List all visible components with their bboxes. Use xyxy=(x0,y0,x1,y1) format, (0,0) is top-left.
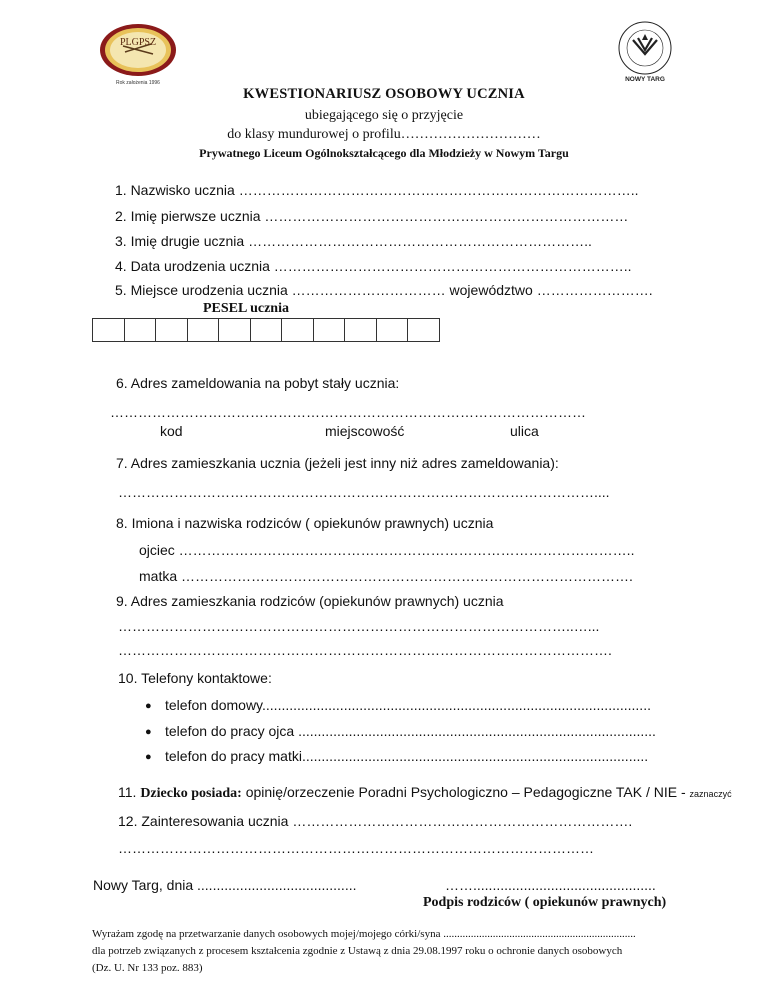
school-name: Prywatnego Liceum Ogólnokształcącego dla Młodzieży w Nowym Targu xyxy=(199,146,569,160)
field-interests[interactable]: 12. Zainteresowania ucznia ………………………………………………………………. xyxy=(118,813,633,829)
residence-address-line[interactable]: ………………………………………………………………………………………….... xyxy=(118,484,610,500)
pesel-cell[interactable] xyxy=(156,319,188,341)
question-residence-address: 7. Adres zamieszkania ucznia (jeżeli jest inny niż adres zameldowania): xyxy=(116,455,559,471)
parents-address-line-2[interactable]: ……………………………………………………………………………………………. xyxy=(118,642,612,658)
question-counseling-opinion[interactable] xyxy=(118,784,732,802)
q11-text: opinię/orzeczenie Poradni Psychologiczno – Pedagogiczne TAK / NIE - xyxy=(241,784,690,800)
consent-line-2: dla potrzeb związanych z procesem kształcenia zgodnie z Ustawą z dnia 29.08.1997 roku o ochronie danych osobowych xyxy=(92,945,623,957)
field-father[interactable]: ojciec …………………………………………………………………………………….. xyxy=(139,542,635,558)
q11-hint: zaznaczyć xyxy=(689,789,732,799)
document-title: KWESTIONARIUSZ OSOBOWY UCZNIA xyxy=(243,86,525,102)
pesel-cell[interactable] xyxy=(93,319,125,341)
question-phones: 10. Telefony kontaktowe: xyxy=(118,670,272,686)
label-street: ulica xyxy=(510,423,539,439)
field-birth-date[interactable]: 4. Data urodzenia ucznia ………………………………………………………………….. xyxy=(115,258,632,274)
field-birth-place[interactable]: 5. Miejsce urodzenia ucznia …………………………… województwo ……………………. xyxy=(115,282,653,298)
field-mother[interactable]: matka ……………………………………………………………………………………. xyxy=(139,568,633,584)
bullet-icon: ● xyxy=(145,751,152,763)
logo-caption: Rok założenia 1996 xyxy=(116,80,160,86)
q11-bold-label: Dziecko posiada: xyxy=(140,786,242,801)
question-parents-names: 8. Imiona i nazwiska rodziców ( opiekunów prawnych) ucznia xyxy=(116,515,494,531)
field-first-name[interactable]: 2. Imię pierwsze ucznia …………………………………………………………………… xyxy=(115,208,629,224)
pesel-cell[interactable] xyxy=(408,319,440,341)
pesel-cell[interactable] xyxy=(188,319,220,341)
interests-line[interactable]: ………………………………………………………………………………………… xyxy=(118,840,594,856)
q11-number: 11. xyxy=(118,784,141,800)
signature-line[interactable]: ……............................................... xyxy=(445,877,656,893)
field-father-work-phone[interactable]: telefon do pracy ojca ............................................................................................ xyxy=(165,723,656,739)
pesel-cell[interactable] xyxy=(345,319,377,341)
field-second-name[interactable]: 3. Imię drugie ucznia ……………………………………………………………….. xyxy=(115,233,592,249)
registered-address-line[interactable]: ………………………………………………………………………………………… xyxy=(110,404,586,420)
school-logo-left xyxy=(97,22,179,88)
pesel-cell[interactable] xyxy=(251,319,283,341)
field-surname[interactable]: 1. Nazwisko ucznia ………………………………………………………………………….. xyxy=(115,182,639,198)
school-emblem-right xyxy=(608,20,682,84)
signature-label: Podpis rodziców ( opiekunów prawnych) xyxy=(423,895,667,910)
question-registered-address: 6. Adres zameldowania na pobyt stały ucznia: xyxy=(116,375,400,391)
emblem-caption: NOWY TARG xyxy=(625,76,665,83)
pesel-cell[interactable] xyxy=(282,319,314,341)
bullet-icon: ● xyxy=(145,700,152,712)
place-date-field[interactable]: Nowy Targ, dnia ......................................... xyxy=(93,877,357,893)
field-mother-work-phone[interactable]: telefon do pracy matki......................................................................................... xyxy=(165,748,649,764)
question-parents-address: 9. Adres zamieszkania rodziców (opiekunów prawnych) ucznia xyxy=(116,593,504,609)
pesel-grid[interactable] xyxy=(92,318,440,342)
subtitle-line-2: do klasy mundurowej o profilu………………………… xyxy=(227,127,541,142)
pesel-cell[interactable] xyxy=(314,319,346,341)
pesel-cell[interactable] xyxy=(377,319,409,341)
bullet-icon: ● xyxy=(145,726,152,738)
consent-line-1: Wyrażam zgodę na przetwarzanie danych osobowych mojej/mojego córki/syna ...................................................................... xyxy=(92,928,636,940)
parents-address-line-1[interactable]: ……………………………………………………………………………………..…... xyxy=(118,618,600,634)
label-postal-code: kod xyxy=(160,423,183,439)
pesel-cell[interactable] xyxy=(219,319,251,341)
subtitle-line-1: ubiegającego się o przyjęcie xyxy=(304,108,464,123)
field-home-phone[interactable]: telefon domowy.................................................................................................... xyxy=(165,697,651,713)
consent-line-3: (Dz. U. Nr 133 poz. 883) xyxy=(92,962,203,974)
logo-text: PLGPSZ xyxy=(119,37,157,48)
pesel-cell[interactable] xyxy=(125,319,157,341)
pesel-label: PESEL ucznia xyxy=(203,301,289,316)
label-city: miejscowość xyxy=(325,423,405,439)
